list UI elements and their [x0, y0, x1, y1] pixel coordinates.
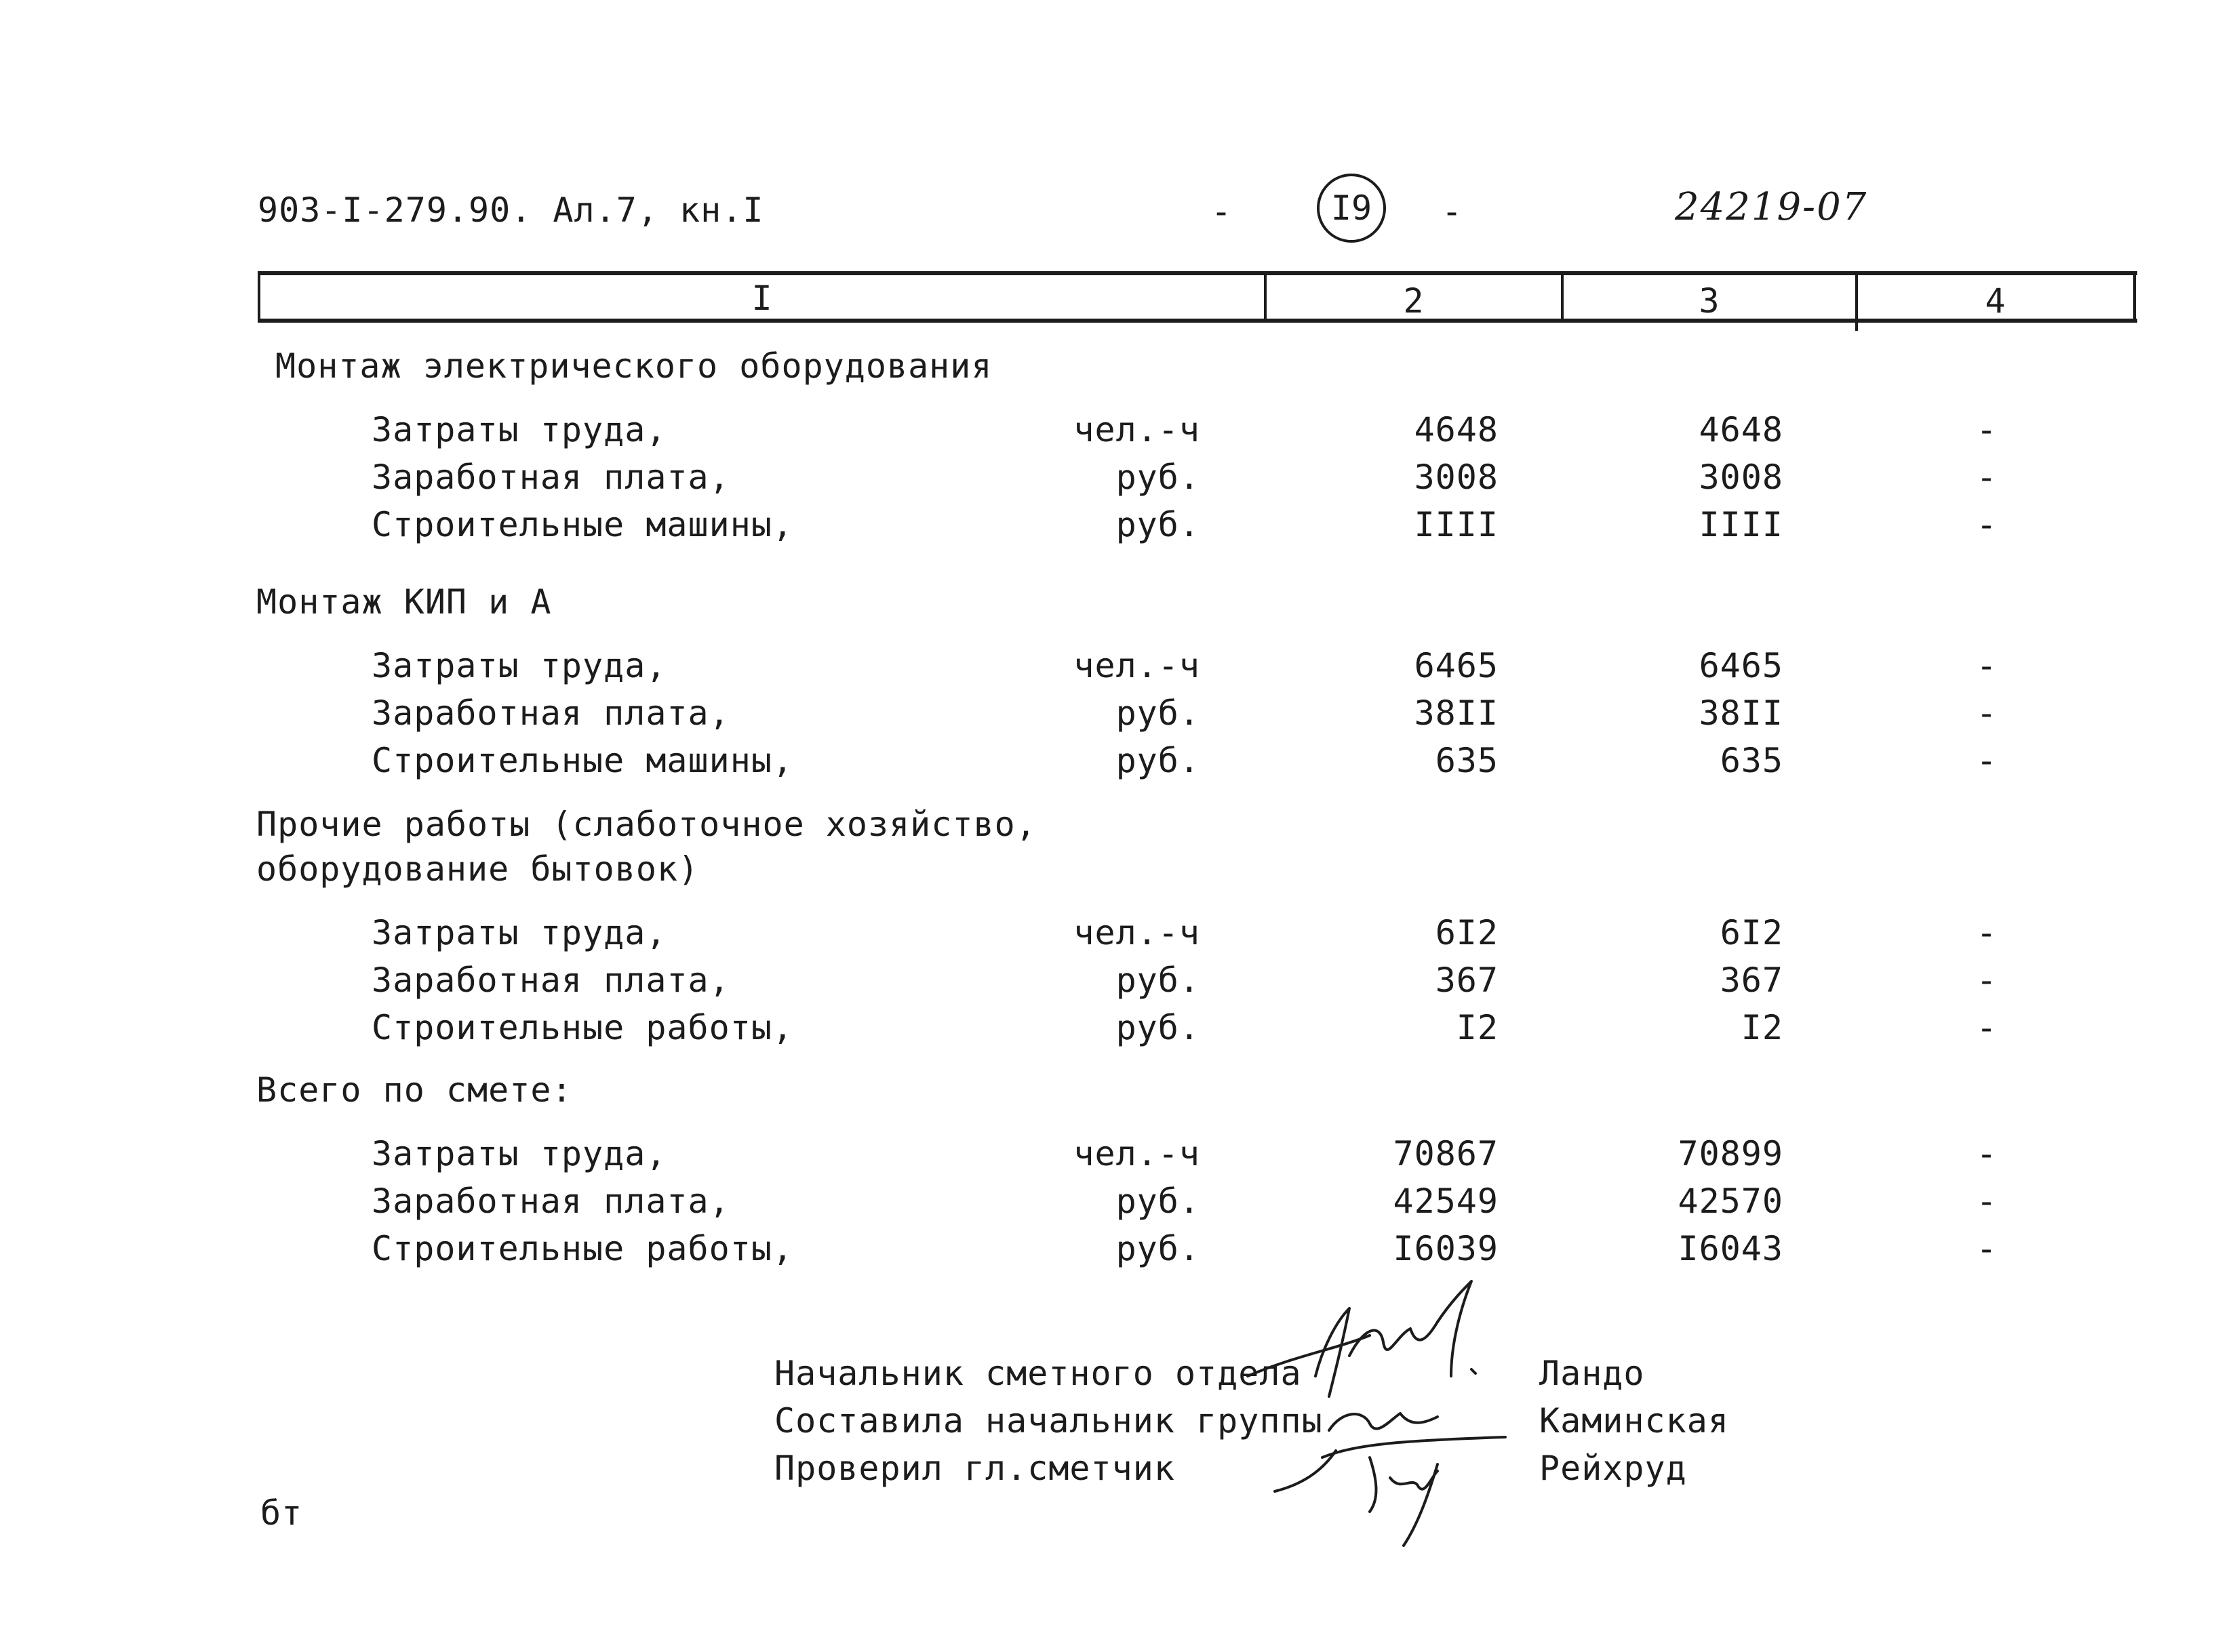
row-col3: 3008 — [1699, 458, 1783, 497]
row-col2: 6I2 — [1435, 913, 1499, 952]
row-col4: - — [1976, 961, 1998, 1000]
col-header-3: 3 — [1699, 281, 1720, 321]
header-dash-right: - — [1442, 192, 1463, 231]
handwritten-signatures — [1234, 1274, 1546, 1559]
footer-mark: бт — [260, 1493, 303, 1533]
row-col2: 6465 — [1414, 646, 1499, 685]
row-col4: - — [1976, 693, 1998, 733]
row-unit: чел.-ч — [1073, 410, 1200, 449]
row-col2: I2 — [1456, 1008, 1499, 1047]
section-title: Прочие работы (слаботочное хозяйство, — [256, 805, 1037, 844]
row-unit: руб. — [1115, 1182, 1200, 1221]
row-col2: 3008 — [1414, 458, 1499, 497]
row-label: Заработная плата, — [372, 693, 730, 733]
row-unit: руб. — [1115, 741, 1200, 780]
row-unit: чел.-ч — [1073, 646, 1200, 685]
row-col2: 70867 — [1393, 1134, 1499, 1173]
row-unit: руб. — [1115, 693, 1200, 733]
row-col2: 4648 — [1414, 410, 1499, 449]
row-label: Строительные работы, — [372, 1229, 794, 1268]
signer-role: Начальник сметного отдела — [774, 1354, 1302, 1393]
header-rule-right — [2133, 271, 2136, 323]
col-header-2: 2 — [1403, 281, 1425, 321]
row-unit: руб. — [1115, 458, 1200, 497]
row-label: Затраты труда, — [372, 1134, 667, 1173]
row-col3: 38II — [1699, 693, 1783, 733]
row-col4: - — [1976, 1229, 1998, 1268]
col-header-1: I — [751, 279, 773, 318]
row-col4: - — [1976, 741, 1998, 780]
row-unit: руб. — [1115, 505, 1200, 544]
row-label: Заработная плата, — [372, 961, 730, 1000]
signer-role: Проверил гл.сметчик — [774, 1449, 1175, 1488]
row-col4: - — [1976, 1008, 1998, 1047]
row-col3: 70899 — [1678, 1134, 1783, 1173]
row-label: Затраты труда, — [372, 913, 667, 952]
row-col3: 42570 — [1678, 1182, 1783, 1221]
header-dash-left: - — [1211, 192, 1233, 231]
row-col3: 635 — [1720, 741, 1783, 780]
row-unit: чел.-ч — [1073, 913, 1200, 952]
row-col3: I6043 — [1678, 1229, 1783, 1268]
row-label: Заработная плата, — [372, 458, 730, 497]
row-label: Строительные машины, — [372, 741, 794, 780]
row-label: Строительные машины, — [372, 505, 794, 544]
row-col4: - — [1976, 410, 1998, 449]
signer-role: Составила начальник группы — [774, 1401, 1323, 1441]
row-col2: 367 — [1435, 961, 1499, 1000]
row-col2: IIII — [1414, 505, 1499, 544]
section-title-continued: оборудование бытовок) — [256, 849, 700, 889]
row-col2: 38II — [1414, 693, 1499, 733]
row-col3: I2 — [1741, 1008, 1783, 1047]
row-col2: I6039 — [1393, 1229, 1499, 1268]
row-col2: 635 — [1435, 741, 1499, 780]
col-header-4: 4 — [1985, 281, 2006, 321]
row-col4: - — [1976, 1182, 1998, 1221]
row-label: Затраты труда, — [372, 410, 667, 449]
inventory-number: 24219-07 — [1675, 185, 1868, 229]
row-col2: 42549 — [1393, 1182, 1499, 1221]
row-col3: 6465 — [1699, 646, 1783, 685]
section-title: Всего по смете: — [256, 1070, 573, 1110]
row-col3: 367 — [1720, 961, 1783, 1000]
page-number: I9 — [1330, 188, 1372, 228]
row-label: Строительные работы, — [372, 1008, 794, 1047]
row-unit: руб. — [1115, 961, 1200, 1000]
row-unit: руб. — [1115, 1008, 1200, 1047]
row-label: Заработная плата, — [372, 1182, 730, 1221]
row-col4: - — [1976, 913, 1998, 952]
row-col4: - — [1976, 458, 1998, 497]
row-col4: - — [1976, 1134, 1998, 1173]
signer-name: Каминская — [1539, 1401, 1729, 1441]
document-code: 903-I-279.90. Ал.7, кн.I — [258, 190, 764, 230]
row-col4: - — [1976, 646, 1998, 685]
signer-name: Ландо — [1539, 1354, 1645, 1393]
section-title: Монтаж КИП и А — [256, 582, 552, 622]
row-label: Затраты труда, — [372, 646, 667, 685]
section-title: Монтаж электрического оборудования — [275, 346, 993, 386]
row-unit: руб. — [1115, 1229, 1200, 1268]
row-col3: 6I2 — [1720, 913, 1783, 952]
signer-name: Рейхруд — [1539, 1449, 1687, 1488]
page-number-circle — [1317, 174, 1386, 243]
row-col3: 4648 — [1699, 410, 1783, 449]
row-col3: IIII — [1699, 505, 1783, 544]
row-col4: - — [1976, 505, 1998, 544]
row-unit: чел.-ч — [1073, 1134, 1200, 1173]
